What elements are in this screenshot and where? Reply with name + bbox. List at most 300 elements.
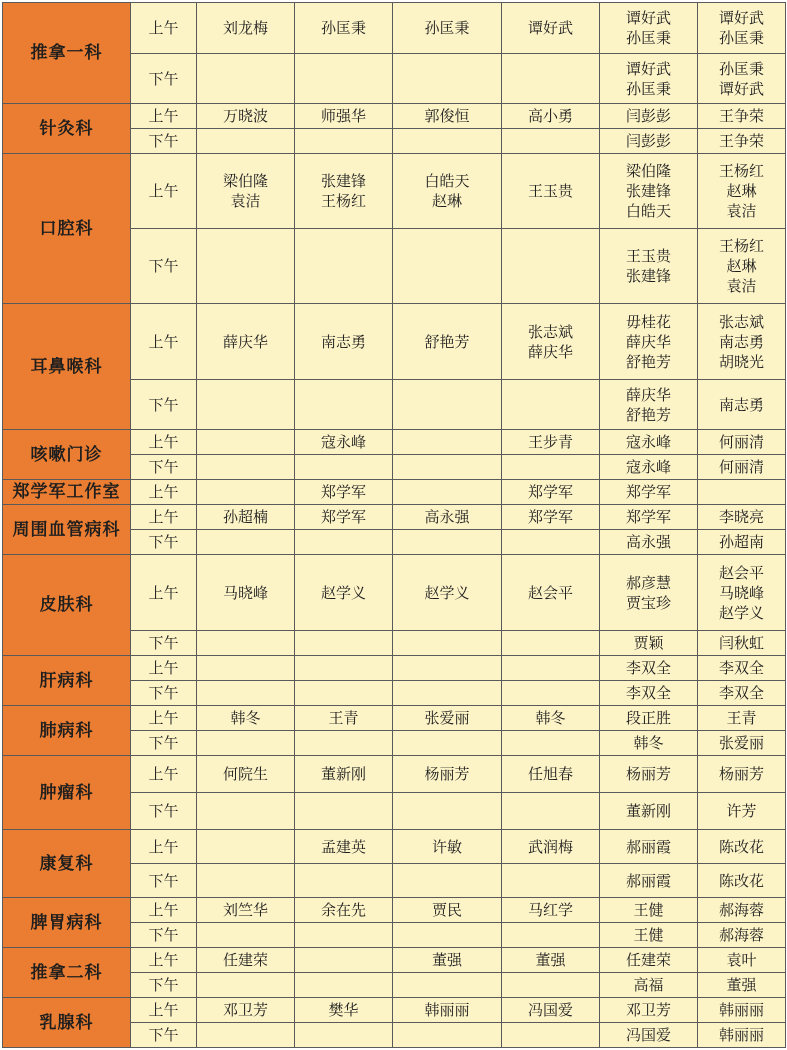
schedule-cell <box>295 731 393 756</box>
doctor-name: 张爱丽 <box>424 709 470 727</box>
doctor-name: 郑学军 <box>625 508 671 526</box>
period-label: 下午 <box>131 129 197 154</box>
schedule-cell <box>197 505 295 530</box>
doctor-name: 寇永峰 <box>320 433 366 451</box>
schedule-cell <box>393 129 502 154</box>
period-label: 下午 <box>131 229 197 304</box>
doctor-name: 马晓峰 <box>718 583 764 602</box>
schedule-cell <box>393 54 502 104</box>
schedule-cell <box>502 731 600 756</box>
doctor-name: 许芳 <box>726 802 757 820</box>
schedule-cell <box>295 555 393 631</box>
period-label: 下午 <box>131 455 197 480</box>
doctor-name: 王杨红 <box>718 162 764 180</box>
schedule-cell <box>197 948 295 973</box>
doctor-name: 刘龙梅 <box>222 19 268 37</box>
doctor-name: 王争荣 <box>718 132 764 150</box>
doctor-name: 韩丽丽 <box>718 1001 764 1019</box>
doctor-name: 孟建英 <box>320 837 366 856</box>
doctor-name: 王杨红 <box>718 237 764 255</box>
doctor-name: 任建荣 <box>222 951 268 969</box>
schedule-cell <box>502 229 600 304</box>
doctor-name: 王玉贵 <box>527 182 573 200</box>
doctor-name: 高小勇 <box>527 107 573 125</box>
period-label: 下午 <box>131 1023 197 1048</box>
schedule-cell <box>698 731 786 756</box>
period-label: 下午 <box>131 973 197 998</box>
schedule-cell <box>393 864 502 898</box>
schedule-cell <box>600 555 698 631</box>
schedule-cell <box>295 793 393 830</box>
doctor-name: 樊华 <box>328 1001 359 1019</box>
table-row <box>3 830 786 864</box>
doctor-name: 杨丽芳 <box>718 765 764 783</box>
schedule-cell <box>197 793 295 830</box>
schedule-cell <box>502 998 600 1023</box>
doctor-name: 谭好武 <box>527 19 573 37</box>
department-name: 皮肤科 <box>3 555 131 656</box>
schedule-cell <box>197 631 295 656</box>
schedule-cell <box>197 923 295 948</box>
doctor-name: 冯国爱 <box>625 1026 671 1044</box>
doctor-name: 郝丽霞 <box>625 871 671 890</box>
doctor-name: 杨丽芳 <box>424 765 470 783</box>
schedule-cell <box>197 54 295 104</box>
doctor-name: 袁洁 <box>726 277 757 295</box>
doctor-name: 许敏 <box>431 837 462 856</box>
schedule-cell <box>393 830 502 864</box>
schedule-cell <box>197 555 295 631</box>
department-name: 乳腺科 <box>3 998 131 1048</box>
schedule-cell <box>295 380 393 430</box>
doctor-name: 薛庆华 <box>222 332 268 351</box>
schedule-cell <box>197 129 295 154</box>
department-name: 肺病科 <box>3 706 131 756</box>
schedule-cell <box>698 480 786 505</box>
doctor-name: 韩冬 <box>230 709 261 727</box>
doctor-name: 赵琳 <box>726 257 757 275</box>
period-label: 下午 <box>131 923 197 948</box>
department-name: 郑学军工作室 <box>3 480 131 505</box>
schedule-cell <box>197 898 295 923</box>
doctor-name: 高福 <box>633 976 664 994</box>
table-row <box>3 154 786 229</box>
schedule-cell <box>295 631 393 656</box>
doctor-name: 谭好武 <box>718 79 764 98</box>
period-label: 上午 <box>131 998 197 1023</box>
doctor-name: 赵学义 <box>320 583 366 602</box>
table-row <box>3 555 786 631</box>
schedule-cell <box>502 756 600 793</box>
schedule-cell <box>295 480 393 505</box>
doctor-name: 陈改花 <box>718 871 764 890</box>
period-label: 下午 <box>131 380 197 430</box>
doctor-name: 贾颖 <box>633 634 664 652</box>
schedule-cell <box>698 1023 786 1048</box>
schedule-cell <box>295 104 393 129</box>
schedule-cell <box>600 104 698 129</box>
department-name: 咳嗽门诊 <box>3 430 131 480</box>
schedule-cell <box>502 793 600 830</box>
doctor-name: 王健 <box>633 901 664 919</box>
period-label: 下午 <box>131 864 197 898</box>
period-label: 上午 <box>131 104 197 129</box>
schedule-cell <box>295 129 393 154</box>
doctor-name: 谭好武 <box>625 59 671 78</box>
period-label: 下午 <box>131 54 197 104</box>
schedule-cell <box>393 304 502 380</box>
schedule-cell <box>502 555 600 631</box>
schedule-cell <box>393 681 502 706</box>
schedule-cell <box>393 104 502 129</box>
department-name: 推拿一科 <box>3 3 131 104</box>
schedule-cell <box>600 793 698 830</box>
schedule-cell <box>698 304 786 380</box>
doctor-name: 袁叶 <box>726 951 757 969</box>
schedule-cell <box>393 455 502 480</box>
doctor-name: 郝海蓉 <box>718 901 764 919</box>
doctor-name: 韩冬 <box>535 709 566 727</box>
schedule-cell <box>600 304 698 380</box>
doctor-name: 邓卫芳 <box>222 1001 268 1019</box>
schedule-cell <box>600 3 698 54</box>
doctor-name: 董强 <box>726 976 757 994</box>
schedule-cell <box>502 864 600 898</box>
doctor-name: 万晓波 <box>222 107 268 125</box>
schedule-cell <box>295 3 393 54</box>
doctor-name: 孙匡秉 <box>718 59 764 78</box>
schedule-cell <box>502 973 600 998</box>
table-row <box>3 948 786 973</box>
schedule-cell <box>698 973 786 998</box>
schedule-cell <box>698 54 786 104</box>
table-row <box>3 3 786 54</box>
doctor-name: 高永强 <box>625 533 671 551</box>
period-label: 下午 <box>131 731 197 756</box>
doctor-name: 何院生 <box>222 765 268 783</box>
schedule-cell <box>502 530 600 555</box>
schedule-cell <box>295 948 393 973</box>
schedule-cell <box>502 830 600 864</box>
doctor-name: 郝彦慧 <box>625 573 671 592</box>
doctor-name: 张建锋 <box>625 267 671 285</box>
doctor-name: 张志斌 <box>527 322 573 341</box>
schedule-cell <box>393 480 502 505</box>
doctor-name: 胡晓光 <box>718 352 764 371</box>
schedule-cell <box>197 706 295 731</box>
schedule-cell <box>295 455 393 480</box>
doctor-name: 寇永峰 <box>625 458 671 476</box>
schedule-cell <box>197 656 295 681</box>
doctor-name: 任旭春 <box>527 765 573 783</box>
schedule-cell <box>600 505 698 530</box>
doctor-name: 南志勇 <box>718 395 764 414</box>
doctor-name: 梁伯隆 <box>222 172 268 190</box>
doctor-name: 舒艳芳 <box>625 405 671 424</box>
schedule-cell <box>600 129 698 154</box>
period-label: 上午 <box>131 480 197 505</box>
doctor-name: 郭俊恒 <box>424 107 470 125</box>
schedule-cell <box>698 455 786 480</box>
schedule-cell <box>698 998 786 1023</box>
period-label: 上午 <box>131 830 197 864</box>
schedule-cell <box>295 998 393 1023</box>
doctor-name: 李晓亮 <box>718 508 764 526</box>
period-label: 下午 <box>131 681 197 706</box>
doctor-name: 白皓天 <box>424 172 470 190</box>
schedule-cell <box>393 706 502 731</box>
doctor-name: 何丽清 <box>718 433 764 451</box>
schedule-cell <box>502 480 600 505</box>
doctor-name: 舒艳芳 <box>424 332 470 351</box>
period-label: 上午 <box>131 505 197 530</box>
doctor-name: 贾民 <box>431 901 462 919</box>
schedule-cell <box>502 948 600 973</box>
schedule-cell <box>698 380 786 430</box>
schedule-cell <box>393 3 502 54</box>
doctor-name: 张志斌 <box>718 312 764 331</box>
doctor-name: 梁伯隆 <box>625 162 671 180</box>
schedule-cell <box>197 864 295 898</box>
schedule-cell <box>393 505 502 530</box>
doctor-name: 赵会平 <box>718 563 764 582</box>
table-row <box>3 898 786 923</box>
schedule-cell <box>698 430 786 455</box>
schedule-cell <box>502 129 600 154</box>
schedule-cell <box>197 1023 295 1048</box>
schedule-cell <box>393 656 502 681</box>
doctor-name: 孙匡秉 <box>625 29 671 47</box>
schedule-cell <box>393 631 502 656</box>
schedule-cell <box>295 864 393 898</box>
doctor-name: 武润梅 <box>527 837 573 856</box>
schedule-cell <box>295 1023 393 1048</box>
period-label: 上午 <box>131 430 197 455</box>
schedule-cell <box>698 656 786 681</box>
schedule-cell <box>698 793 786 830</box>
schedule-cell <box>197 681 295 706</box>
table-row <box>3 304 786 380</box>
doctor-name: 闫彭彭 <box>625 107 671 125</box>
schedule-cell <box>393 973 502 998</box>
schedule-cell <box>698 756 786 793</box>
schedule-cell <box>698 3 786 54</box>
doctor-name: 寇永峰 <box>625 433 671 451</box>
schedule-cell <box>393 229 502 304</box>
schedule-cell <box>295 304 393 380</box>
period-label: 上午 <box>131 304 197 380</box>
schedule-cell <box>600 480 698 505</box>
doctor-name: 李双全 <box>625 659 671 677</box>
schedule-cell <box>295 430 393 455</box>
doctor-name: 王青 <box>726 709 757 727</box>
doctor-name: 冯国爱 <box>527 1001 573 1019</box>
doctor-name: 韩丽丽 <box>424 1001 470 1019</box>
schedule-cell <box>502 54 600 104</box>
doctor-name: 马红学 <box>527 901 573 919</box>
doctor-name: 韩冬 <box>633 734 664 752</box>
doctor-name: 郑学军 <box>527 508 573 526</box>
table-row <box>3 756 786 793</box>
schedule-cell <box>698 530 786 555</box>
schedule-cell <box>197 380 295 430</box>
schedule-cell <box>698 129 786 154</box>
department-name: 针灸科 <box>3 104 131 154</box>
table-row <box>3 430 786 455</box>
schedule-cell <box>600 54 698 104</box>
doctor-name: 何丽清 <box>718 458 764 476</box>
schedule-cell <box>698 898 786 923</box>
schedule-cell <box>197 530 295 555</box>
schedule-cell <box>393 530 502 555</box>
schedule-cell <box>502 430 600 455</box>
doctor-name: 谭好武 <box>718 9 764 27</box>
schedule-cell <box>502 923 600 948</box>
schedule-cell <box>197 154 295 229</box>
period-label: 上午 <box>131 898 197 923</box>
doctor-name: 马晓峰 <box>222 583 268 602</box>
schedule-cell <box>197 3 295 54</box>
schedule-cell <box>502 304 600 380</box>
doctor-name: 杨丽芳 <box>625 765 671 783</box>
schedule-cell <box>600 830 698 864</box>
doctor-name: 张爱丽 <box>718 734 764 752</box>
table-row <box>3 104 786 129</box>
doctor-name: 孙超南 <box>718 533 764 551</box>
doctor-name: 陈改花 <box>718 837 764 856</box>
schedule-cell <box>393 555 502 631</box>
doctor-name: 薛庆华 <box>625 385 671 404</box>
schedule-cell <box>295 505 393 530</box>
period-label: 下午 <box>131 530 197 555</box>
doctor-name: 董强 <box>431 951 462 969</box>
doctor-name: 南志勇 <box>320 332 366 351</box>
doctor-name: 师强华 <box>320 107 366 125</box>
schedule-cell <box>600 380 698 430</box>
doctor-name: 闫彭彭 <box>625 132 671 150</box>
schedule-cell <box>600 998 698 1023</box>
doctor-name: 白皓天 <box>625 202 671 220</box>
schedule-cell <box>502 681 600 706</box>
doctor-name: 王青 <box>328 709 359 727</box>
schedule-cell <box>393 793 502 830</box>
period-label: 上午 <box>131 3 197 54</box>
doctor-name: 董新刚 <box>320 765 366 783</box>
schedule-cell <box>295 154 393 229</box>
doctor-name: 郝海蓉 <box>718 926 764 944</box>
schedule-cell <box>197 973 295 998</box>
doctor-name: 谭好武 <box>625 9 671 27</box>
doctor-name: 赵会平 <box>527 583 573 602</box>
schedule-cell <box>698 681 786 706</box>
doctor-name: 李双全 <box>625 684 671 702</box>
schedule-cell <box>197 304 295 380</box>
doctor-name: 郑学军 <box>527 483 573 501</box>
schedule-cell <box>698 229 786 304</box>
schedule-cell <box>393 948 502 973</box>
doctor-name: 郑学军 <box>320 483 366 501</box>
schedule-cell <box>393 154 502 229</box>
schedule-cell <box>393 998 502 1023</box>
doctor-name: 董强 <box>535 951 566 969</box>
schedule-cell <box>600 706 698 731</box>
schedule-cell <box>698 555 786 631</box>
doctor-name: 薛庆华 <box>527 342 573 361</box>
schedule-cell <box>600 973 698 998</box>
doctor-name: 孙匡秉 <box>424 19 470 37</box>
doctor-name: 袁洁 <box>726 202 757 220</box>
department-name: 口腔科 <box>3 154 131 304</box>
schedule-cell <box>393 1023 502 1048</box>
doctor-name: 邓卫芳 <box>625 1001 671 1019</box>
doctor-name: 张建锋 <box>625 182 671 200</box>
schedule-cell <box>393 756 502 793</box>
doctor-name: 刘竺华 <box>222 901 268 919</box>
department-name: 耳鼻喉科 <box>3 304 131 430</box>
schedule-cell <box>295 656 393 681</box>
table-row <box>3 656 786 681</box>
schedule-cell <box>197 756 295 793</box>
schedule-cell <box>698 631 786 656</box>
schedule-cell <box>600 656 698 681</box>
schedule-cell <box>600 864 698 898</box>
schedule-cell <box>197 731 295 756</box>
schedule-cell <box>600 898 698 923</box>
schedule-cell <box>600 631 698 656</box>
schedule-cell <box>393 731 502 756</box>
doctor-name: 郑学军 <box>625 483 671 501</box>
schedule-cell <box>393 923 502 948</box>
period-label: 上午 <box>131 555 197 631</box>
schedule-cell <box>502 104 600 129</box>
schedule-cell <box>393 898 502 923</box>
doctor-name: 王杨红 <box>320 192 366 210</box>
schedule-cell <box>698 830 786 864</box>
schedule-cell <box>197 430 295 455</box>
schedule-table <box>2 2 786 1048</box>
schedule-cell <box>502 505 600 530</box>
schedule-cell <box>600 756 698 793</box>
schedule-cell <box>600 229 698 304</box>
doctor-name: 毋桂花 <box>625 312 671 331</box>
department-name: 脾胃病科 <box>3 898 131 948</box>
doctor-name: 李双全 <box>718 659 764 677</box>
schedule-cell <box>698 948 786 973</box>
schedule-cell <box>600 923 698 948</box>
doctor-name: 段正胜 <box>625 709 671 727</box>
table-row <box>3 998 786 1023</box>
schedule-cell <box>197 455 295 480</box>
schedule-cell <box>600 154 698 229</box>
schedule-cell <box>502 656 600 681</box>
department-name: 肝病科 <box>3 656 131 706</box>
schedule-cell <box>393 380 502 430</box>
doctor-name: 贾宝珍 <box>625 593 671 612</box>
schedule-cell <box>502 706 600 731</box>
doctor-name: 赵学义 <box>718 603 764 622</box>
doctor-name: 高永强 <box>424 508 470 526</box>
doctor-name: 王步青 <box>527 433 573 451</box>
doctor-name: 李双全 <box>718 684 764 702</box>
period-label: 上午 <box>131 948 197 973</box>
period-label: 上午 <box>131 706 197 731</box>
table-row <box>3 706 786 731</box>
schedule-cell <box>698 505 786 530</box>
doctor-name: 薛庆华 <box>625 332 671 351</box>
schedule-cell <box>197 998 295 1023</box>
department-name: 肿瘤科 <box>3 756 131 830</box>
schedule-cell <box>600 681 698 706</box>
